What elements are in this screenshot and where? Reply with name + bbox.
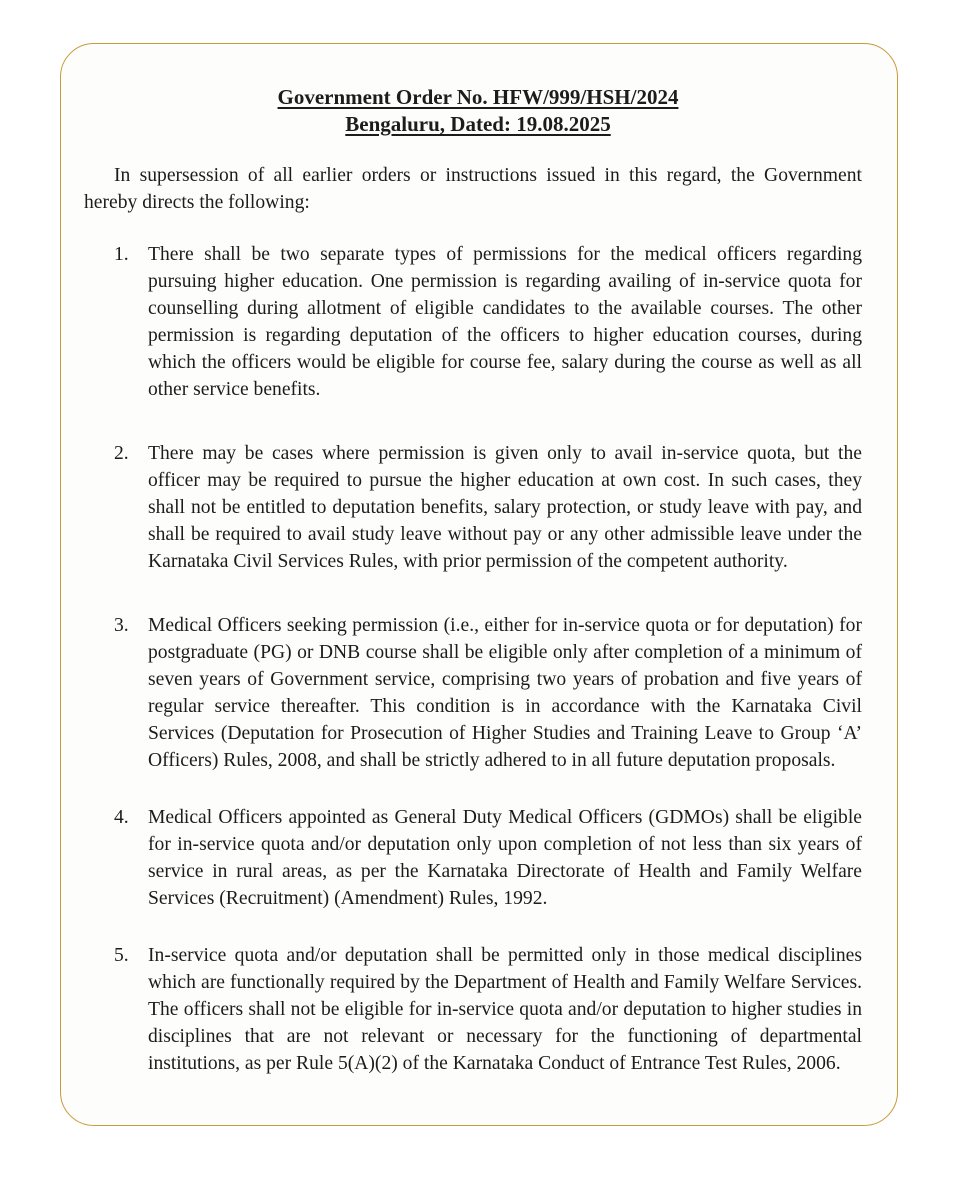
directive-text: Medical Officers appointed as General Duty Medical Officers (GDMOs) shall be eligible for in-service quota and/or deputation only upon completion of not less than six years of service in rural areas, as per the Karnataka Directorate of Health and Family Welfare Services (Recruitment) (Amendment) Rules, 1992.	[148, 807, 862, 909]
directive-number: 1.	[114, 244, 129, 265]
order-date-heading: Bengaluru, Dated: 19.08.2025	[345, 112, 611, 136]
directive-number: 2.	[114, 443, 129, 464]
government-order-document	[84, 84, 862, 1077]
directive-item	[84, 241, 862, 403]
directive-text: Medical Officers seeking permission (i.e., either for in-service quota or for deputation) for postgraduate (PG) or DNB course shall be eligible only after completion of a minimum of seven years of Government service, comprising two years of probation and five years of regular service thereafter. This condition is in accordance with the Karnataka Civil Services (Deputation for Prosecution of Higher Studies and Training Leave to Group ‘A’ Officers) Rules, 2008, and shall be strictly adhered to in all future deputation proposals.	[148, 615, 862, 771]
directive-item	[84, 942, 862, 1077]
directive-item	[84, 612, 862, 774]
order-dateline	[84, 111, 862, 138]
intro-paragraph: In supersession of all earlier orders or instructions issued in this regard, the Government hereby directs the following:	[84, 165, 862, 213]
directive-number: 5.	[114, 945, 129, 966]
order-title	[84, 84, 862, 111]
directive-number: 3.	[114, 615, 129, 636]
directives-list	[84, 241, 862, 1077]
directive-number: 4.	[114, 807, 129, 828]
directive-text: In-service quota and/or deputation shall be permitted only in those medical disciplines which are functionally required by the Department of Health and Family Welfare Services. The officers shall not be eligible for in-service quota and/or deputation to higher studies in disciplines that are not relevant or necessary for the functioning of departmental institutions, as per Rule 5(A)(2) of the Karnataka Conduct of Entrance Test Rules, 2006.	[148, 945, 862, 1074]
order-number-heading: Government Order No. HFW/999/HSH/2024	[277, 85, 679, 109]
directive-text: There may be cases where permission is given only to avail in-service quota, but the officer may be required to pursue the higher education at own cost. In such cases, they shall not be entitled to deputation benefits, salary protection, or study leave with pay, and shall be required to avail study leave without pay or any other admissible leave under the Karnataka Civil Services Rules, with prior permission of the competent authority.	[148, 443, 862, 572]
directive-item	[84, 804, 862, 912]
directive-item	[84, 440, 862, 575]
directive-text: There shall be two separate types of permissions for the medical officers regarding pursuing higher education. One permission is regarding availing of in-service quota for counselling during allotment of eligible candidates to the available courses. The other permission is regarding deputation of the officers to higher education courses, during which the officers would be eligible for course fee, salary during the course as well as all other service benefits.	[148, 244, 862, 400]
